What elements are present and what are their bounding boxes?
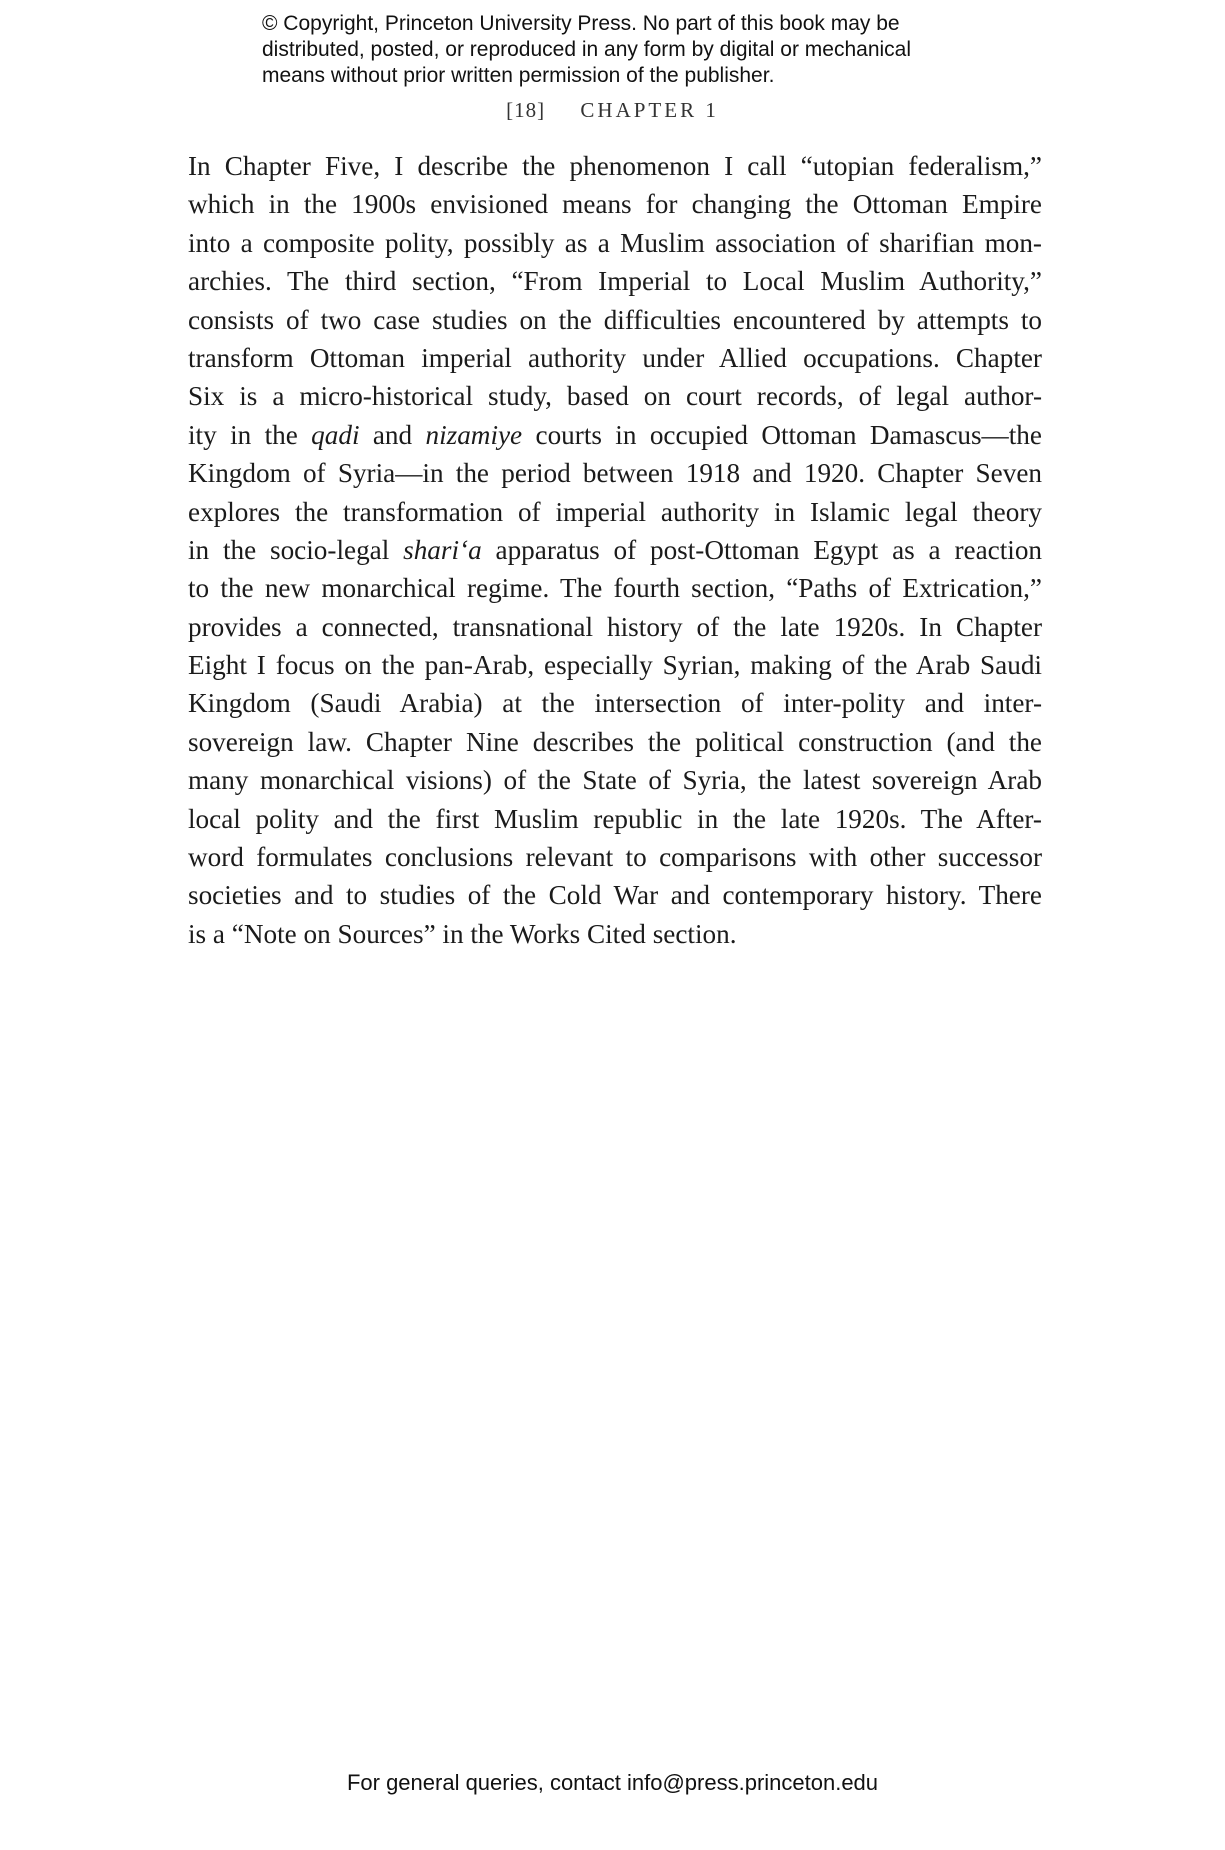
body-paragraph bbox=[188, 147, 1042, 953]
text-segment: to the new monarchical regime. The fourth section, “Paths of Extrication,” bbox=[188, 573, 1042, 604]
copyright-line: distributed, posted, or reproduced in any form by digital or mechanical bbox=[262, 38, 912, 61]
copyright-line: © Copyright, Princeton University Press. No part of this book may be bbox=[262, 12, 900, 35]
text-line bbox=[188, 646, 1042, 684]
chapter-label: CHAPTER 1 bbox=[580, 98, 719, 122]
text-line bbox=[188, 416, 1042, 454]
italic-term: qadi bbox=[311, 419, 360, 450]
text-line bbox=[188, 876, 1042, 914]
text-segment: Eight I focus on the pan-Arab, especially Syrian, making of the Arab Saudi bbox=[188, 650, 1042, 681]
text-line bbox=[188, 224, 1042, 262]
text-segment: and bbox=[359, 419, 426, 450]
text-segment: transform Ottoman imperial authority under Allied occupations. Chapter bbox=[188, 342, 1042, 373]
text-line bbox=[188, 800, 1042, 838]
text-segment: local polity and the first Muslim republic in the late 1920s. The After- bbox=[188, 803, 1042, 834]
text-line bbox=[188, 838, 1042, 876]
text-segment: courts in occupied Ottoman Damascus—the bbox=[522, 419, 1042, 450]
text-segment: Six is a micro-historical study, based on court records, of legal author- bbox=[188, 381, 1042, 412]
text-line bbox=[188, 723, 1042, 761]
footer-contact: For general queries, contact info@press.princeton.edu bbox=[346, 1770, 879, 1795]
text-line bbox=[188, 493, 1042, 531]
running-head bbox=[0, 98, 1225, 123]
text-segment: is a “Note on Sources” in the Works Cited section. bbox=[188, 918, 737, 949]
text-line bbox=[188, 761, 1042, 799]
text-segment: Kingdom (Saudi Arabia) at the intersection of inter-polity and inter- bbox=[188, 688, 1042, 719]
page-number: [18] bbox=[506, 98, 546, 122]
text-line bbox=[188, 454, 1042, 492]
text-segment: In Chapter Five, I describe the phenomenon I call “utopian federalism,” bbox=[188, 151, 1042, 181]
text-line bbox=[188, 147, 1042, 185]
text-line bbox=[188, 339, 1042, 377]
text-segment: into a composite polity, possibly as a Muslim association of sharifian mon- bbox=[188, 227, 1042, 258]
text-line bbox=[188, 684, 1042, 722]
text-line bbox=[188, 531, 1042, 569]
text-segment: apparatus of post-Ottoman Egypt as a reaction bbox=[481, 534, 1043, 565]
text-line bbox=[188, 915, 1042, 953]
text-segment: archies. The third section, “From Imperial to Local Muslim Authority,” bbox=[188, 266, 1042, 297]
italic-term: shari‘a bbox=[403, 534, 482, 565]
text-line bbox=[188, 262, 1042, 300]
text-segment: Kingdom of Syria—in the period between 1918 and 1920. Chapter Seven bbox=[188, 458, 1042, 489]
text-segment: societies and to studies of the Cold War and contemporary history. There bbox=[188, 880, 1042, 911]
text-line bbox=[188, 377, 1042, 415]
text-segment: provides a connected, transnational history of the late 1920s. In Chapter bbox=[188, 611, 1042, 642]
copyright-notice bbox=[262, 11, 982, 89]
text-segment: ity in the bbox=[188, 419, 312, 450]
text-segment: explores the transformation of imperial authority in Islamic legal theory bbox=[188, 496, 1042, 527]
text-line bbox=[188, 608, 1042, 646]
text-line bbox=[188, 185, 1042, 223]
copyright-line: means without prior written permission of the publisher. bbox=[262, 64, 775, 87]
text-segment: in the socio-legal bbox=[188, 534, 404, 565]
text-segment: word formulates conclusions relevant to comparisons with other successor bbox=[188, 842, 1042, 873]
italic-term: nizamiye bbox=[425, 419, 523, 450]
text-line bbox=[188, 301, 1042, 339]
text-segment: consists of two case studies on the difficulties encountered by attempts to bbox=[188, 304, 1042, 335]
text-segment: many monarchical visions) of the State of Syria, the latest sovereign Arab bbox=[188, 765, 1042, 796]
text-segment: sovereign law. Chapter Nine describes the political construction (and the bbox=[188, 726, 1042, 757]
text-line bbox=[188, 569, 1042, 607]
text-segment: which in the 1900s envisioned means for changing the Ottoman Empire bbox=[188, 189, 1042, 220]
